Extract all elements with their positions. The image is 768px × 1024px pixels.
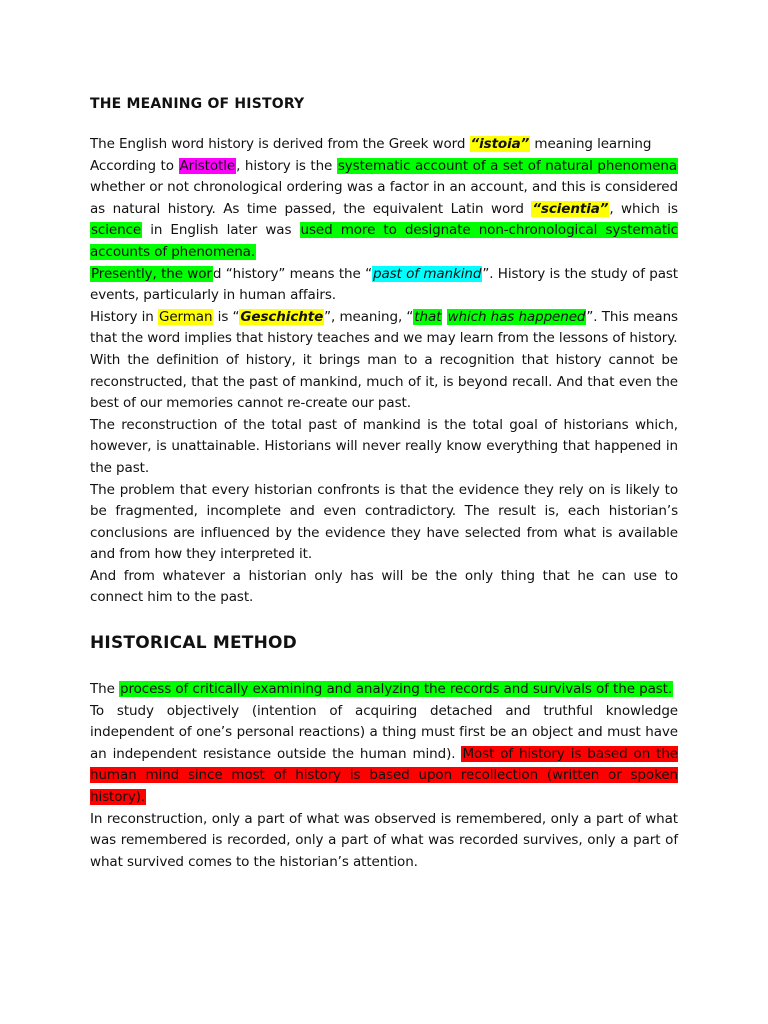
- text-segment: in English later was: [142, 222, 300, 239]
- highlight-presently: Presently, the wor: [91, 265, 212, 282]
- paragraph-reconstruction-parts: In reconstruction, only a part of what was observed is remembered, only a part of what was remembered is recorded, only a part of what was recorded survives, only a part of what survived comes to the historian’s attention.: [90, 810, 678, 870]
- highlight-geschichte: Geschichte: [240, 308, 324, 325]
- text-segment: [442, 309, 446, 325]
- text-segment: , history is the: [236, 157, 337, 174]
- paragraph-definition-recognition: With the definition of history, it brings man to a recognition that history cannot be reconstructed, that the past of mankind, much of it, is beyond recall. And that even the best of our memories cannot re-create our past.: [90, 351, 678, 412]
- highlight-process: process of critically examining and analyzing the records and survivals of the past.: [120, 681, 673, 698]
- highlight-german: German: [158, 308, 213, 325]
- text-segment: is “: [213, 308, 240, 325]
- text-segment: whether or not chronological ordering was a factor in an account, and this is considered as natural history. As time passed, the equivalent Latin word: [90, 179, 678, 217]
- text-segment: ”, meaning, “: [324, 308, 414, 325]
- section-title-historical-method: HISTORICAL METHOD: [90, 633, 297, 654]
- paragraph-reconstruction-goal: The reconstruction of the total past of mankind is the total goal of historians which, however, is unattainable. Historians will never really know everything that happened in the past.: [90, 416, 678, 476]
- text-segment: History in: [90, 308, 158, 325]
- text-segment: , which is: [609, 200, 678, 217]
- highlight-systematic-account: systematic account of a set of natural phenomena: [337, 157, 677, 174]
- text-segment: According to: [90, 157, 179, 174]
- paragraph-study-objectively: [90, 701, 678, 809]
- section-title-meaning-of-history: THE MEANING OF HISTORY: [90, 96, 305, 112]
- text-segment: To study objectively (intention of acquiring detached and truthful knowledge independent of one’s personal reactions) a thing must first be an object and must have an independent resistance outside the human mind).: [90, 702, 678, 762]
- text-segment: ”. This means that the word implies that history teaches and we may learn from the lessons of history.: [90, 308, 678, 347]
- paragraph-presently: [90, 264, 678, 307]
- highlight-which-has-happened: which has happened: [447, 308, 586, 325]
- highlight-aristotle: Aristotle: [179, 157, 236, 174]
- paragraph-process: [90, 679, 678, 701]
- text-segment: meaning learning: [530, 136, 652, 152]
- highlight-that: that: [414, 308, 442, 325]
- highlight-science: science: [91, 222, 142, 239]
- paragraph-greek-origin: [90, 134, 678, 156]
- paragraph-german-geschichte: [90, 307, 678, 350]
- highlight-scientia: “scientia”: [532, 200, 609, 217]
- text-segment: The English word history is derived from the Greek word: [90, 136, 470, 152]
- highlight-most-of-history: Most of history is based on the human mind since most of history is based upon recollection (written or spoken history).: [90, 745, 678, 806]
- paragraph-aristotle-definition: [90, 156, 678, 264]
- highlight-past-of-mankind: past of mankind: [372, 265, 482, 282]
- paragraph-connect-to-past: And from whatever a historian only has will be the only thing that he can use to connect him to the past.: [90, 567, 678, 606]
- text-segment: The: [90, 681, 119, 698]
- highlight-istoia: “istoia”: [470, 136, 530, 152]
- text-segment: ”. History is the study of past events, particularly in human affairs.: [90, 265, 679, 304]
- text-segment: d “history” means the “: [212, 265, 372, 282]
- highlight-used-more: used more to designate non-chronological systematic accounts of phenomena.: [90, 222, 678, 260]
- paragraph-historian-problem: The problem that every historian confronts is that the evidence they rely on is likely to be fragmented, incomplete and even contradictory. The result is, each historian’s conclusions are influenced by the evidence they have selected from what is available and from how they interpreted it.: [90, 481, 678, 563]
